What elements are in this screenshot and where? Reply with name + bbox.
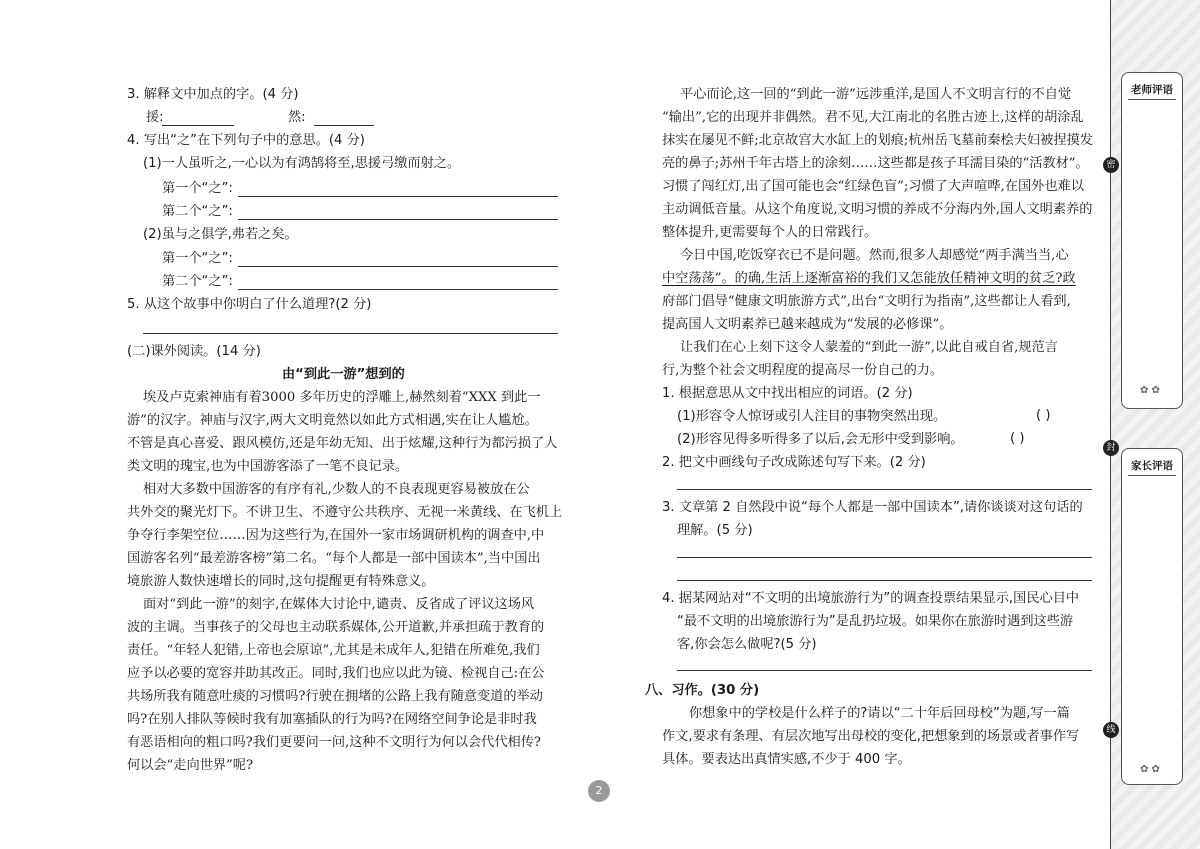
- section-2-heading: (二)课外阅读。(14 分): [127, 344, 261, 359]
- first-zhi-label: 第一个“之”:: [162, 181, 233, 196]
- q3-label-ran: 然:: [288, 110, 306, 125]
- article-line: 境旅游人数快速增长的同时,这句提醒更有特殊意义。: [127, 574, 435, 589]
- essay-prompt: 作文,要求有条理、有层次地写出母校的变化,把想象到的场景或者事作写: [662, 729, 1080, 744]
- article-line: 习惯了闯红灯,出了国可能也会“红绿色盲”;习惯了大声喧哗,在国外也难以: [662, 179, 1084, 194]
- q4-sentence-2: (2)虽与之俱学,弗若之矣。: [143, 227, 298, 242]
- article-line: 埃及卢克索神庙有着3000 多年历史的浮雕上,赫然刻着“XXX 到此一: [143, 390, 541, 405]
- article-line: 共场所我有随意吐痰的习惯吗?行驶在拥堵的公路上我有随意变道的举动: [127, 689, 543, 704]
- seal-mark-feng: 封: [1103, 440, 1119, 456]
- article-line: 整体提升,更需要每个人的日常践行。: [662, 225, 878, 240]
- answer-line[interactable]: [677, 580, 1092, 581]
- second-zhi-label: 第二个“之”:: [162, 274, 233, 289]
- q3-label-yuan: 援:: [146, 110, 164, 125]
- answer-line[interactable]: [143, 333, 558, 334]
- article-line: 亮的鼻子;苏州千年古塔上的涂刻……这些都是孩子耳濡目染的“活教材”。: [662, 156, 1089, 171]
- underlined-sentence: 中空荡荡”。的确,生活上逐渐富裕的我们又怎能放任精神文明的贫乏?政: [662, 271, 1076, 286]
- parent-comment-label: 家长评语: [1128, 457, 1176, 476]
- seal-mark-mi: 密: [1103, 157, 1119, 173]
- article-line: 主动调低音量。从这个角度说,文明习惯的养成不分海内外,国人文明素养的: [662, 202, 1093, 217]
- first-zhi-label: 第一个“之”:: [162, 251, 233, 266]
- essay-prompt: 具体。要表达出真情实感,不少于 400 字。: [662, 752, 911, 767]
- article-title: 由“到此一游”想到的: [282, 367, 405, 382]
- answer-line[interactable]: [677, 489, 1092, 490]
- reading-question-2: 2. 把文中画线句子改成陈述句写下来。(2 分): [662, 455, 926, 470]
- article-line: 国游客名列“最差游客榜”第二名。“每个人都是一部中国读本”,当中国出: [127, 551, 541, 566]
- parent-comment-box[interactable]: [1121, 448, 1183, 785]
- article-line: 争夺行李架空位……因为这些行为,在国外一家市场调研机构的调查中,中: [127, 528, 545, 543]
- article-line: 让我们在心上刻下这令人蒙羞的“到此一游”,以此自戒自省,规范言: [680, 340, 1058, 355]
- question-4: 4. 写出“之”在下列句子中的意思。(4 分): [127, 133, 365, 148]
- essay-prompt: 你想象中的学校是什么样子的?请以“二十年后回母校”为题,写一篇: [689, 706, 1070, 721]
- page-number: 2: [588, 780, 610, 802]
- article-line: 责任。“年轻人犯错,上帝也会原谅”,尤其是未成年人,犯错在所难免,我们: [127, 643, 540, 658]
- article-line: 行,为整个社会文明程度的提高尽一份自己的力。: [662, 363, 944, 378]
- answer-line[interactable]: [162, 125, 234, 126]
- article-line: 相对大多数中国游客的有序有礼,少数人的不良表现更容易被放在公: [143, 482, 530, 497]
- article-line: 不管是真心喜爱、跟风模仿,还是年幼无知、出于炫耀,这种行为都污损了人: [127, 436, 558, 451]
- rq1-item-2: (2)形容见得多听得多了以后,会无形中受到影响。: [677, 432, 964, 447]
- answer-line[interactable]: [238, 266, 558, 267]
- reading-question-3-cont: 理解。(5 分): [677, 523, 753, 538]
- teacher-comment-box[interactable]: [1121, 72, 1183, 409]
- article-line: 面对“到此一游”的刻字,在媒体大讨论中,谴责、反省成了评议这场风: [143, 597, 535, 612]
- article-line: “输出”,它的出现并非偶然。君不见,大江南北的名胜古迹上,这样的胡涂乱: [662, 110, 1084, 125]
- answer-parentheses[interactable]: ( ): [1010, 431, 1025, 446]
- reading-question-4-cont: “最不文明的出境旅游行为”是乱扔垃圾。如果你在旅游时遇到这些游: [677, 614, 1074, 629]
- article-line: 抹实在屡见不鲜;北京故宫大水缸上的划痕;杭州岳飞墓前秦桧夫妇被捏摸发: [662, 133, 1093, 148]
- answer-line[interactable]: [238, 196, 558, 197]
- reading-question-4-cont: 客,你会怎么做呢?(5 分): [677, 637, 817, 652]
- article-line: 波的主调。当事孩子的父母也主动联系媒体,公开道歉,并承担疏于教育的: [127, 620, 545, 635]
- article-line: 今日中国,吃饭穿衣已不是问题。然而,很多人却感觉“两手满当当,心: [680, 248, 1069, 263]
- article-line: 应予以必要的宽容并助其改正。同时,我们也应以此为镜、检视自己:在公: [127, 666, 545, 681]
- article-line: 提高国人文明素养已越来越成为“发展的必修课”。: [662, 317, 953, 332]
- seal-mark-xian: 线: [1103, 722, 1119, 738]
- article-line: 府部门倡导“健康文明旅游方式”,出台“文明行为指南”,这些都让人看到,: [662, 294, 1071, 309]
- article-line: 平心而论,这一回的“到此一游”远涉重洋,是国人不文明言行的不自觉: [680, 87, 1072, 102]
- answer-line[interactable]: [238, 219, 558, 220]
- question-5: 5. 从这个故事中你明白了什么道理?(2 分): [127, 297, 372, 312]
- q4-sentence-1: (1)一人虽听之,一心以为有鸿鹄将至,思援弓缴而射之。: [143, 156, 461, 171]
- article-line: 类文明的瑰宝,也为中国游客添了一笔不良记录。: [127, 459, 409, 474]
- section-8-heading: 八、习作。(30 分): [645, 683, 760, 698]
- question-3: 3. 解释文中加点的字。(4 分): [127, 87, 299, 102]
- flower-decoration-icon: ✿ ✿: [1140, 385, 1160, 396]
- article-line: 共外交的聚光灯下。不讲卫生、不遵守公共秩序、无视一米黄线、在飞机上: [127, 505, 563, 520]
- teacher-comment-label: 老师评语: [1128, 81, 1176, 100]
- answer-line[interactable]: [238, 289, 558, 290]
- reading-question-3: 3. 文章第 2 自然段中说“每个人都是一部中国读本”,请你谈谈对这句话的: [662, 500, 1083, 515]
- article-line: 游”的汉字。神庙与汉字,两大文明竟然以如此方式相遇,实在让人尴尬。: [127, 413, 538, 428]
- flower-decoration-icon: ✿ ✿: [1140, 764, 1160, 775]
- reading-question-1: 1. 根据意思从文中找出相应的词语。(2 分): [662, 386, 913, 401]
- answer-line[interactable]: [677, 557, 1092, 558]
- article-line: 吗?在别人排队等候时我有加塞插队的行为吗?在网络空间争论是非时我: [127, 712, 537, 727]
- answer-line[interactable]: [677, 670, 1092, 671]
- reading-question-4: 4. 据某网站对“不文明的出境旅游行为”的调查投票结果显示,国民心目中: [662, 591, 1080, 606]
- answer-line[interactable]: [314, 125, 374, 126]
- second-zhi-label: 第二个“之”:: [162, 204, 233, 219]
- rq1-item-1: (1)形容令人惊讶或引人注目的事物突然出现。: [677, 409, 947, 424]
- answer-parentheses[interactable]: ( ): [1036, 408, 1051, 423]
- article-line: 何以会“走向世界”呢?: [127, 758, 254, 773]
- article-line: 有恶语相向的粗口吗?我们更要问一问,这种不文明行为何以会代代相传?: [127, 735, 541, 750]
